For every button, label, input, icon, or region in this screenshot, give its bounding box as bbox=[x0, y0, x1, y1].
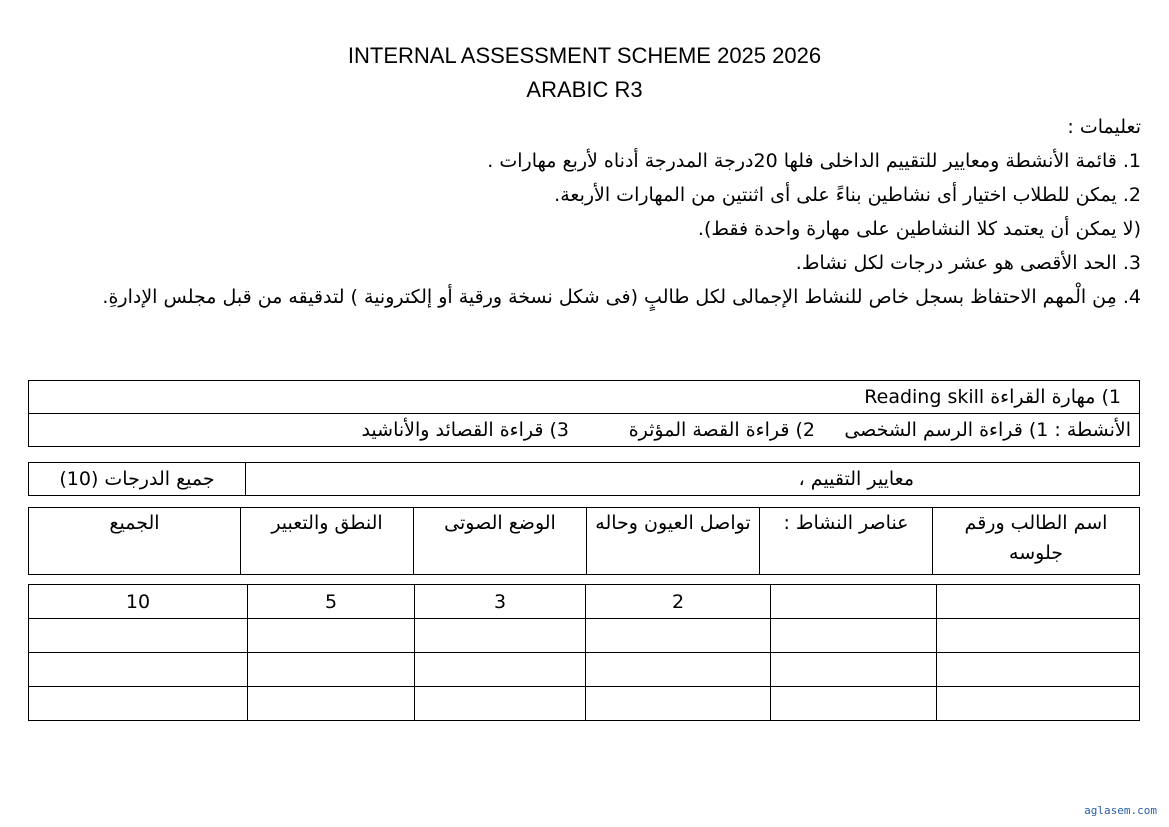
score-cell bbox=[29, 687, 248, 721]
col-elements: عناصر النشاط : bbox=[760, 508, 933, 575]
skill-title: 1) مهارة القراءة Reading skill bbox=[29, 381, 1140, 414]
instruction-line: 2. يمكن للطلاب اختيار أى نشاطين بناءً على أى اثنتين من المهارات الأربعة. bbox=[554, 184, 1141, 206]
instruction-line: 3. الحد الأقصى هو عشر درجات لكل نشاط. bbox=[795, 252, 1141, 274]
score-cell bbox=[248, 653, 415, 687]
score-cell bbox=[771, 585, 937, 619]
score-cell bbox=[248, 619, 415, 653]
score-cell bbox=[586, 687, 771, 721]
col-student: اسم الطالب ورقم جلوسه bbox=[933, 508, 1140, 575]
score-total: 10 bbox=[29, 585, 248, 619]
activity-2: 2) قراءة القصة المؤثرة bbox=[577, 414, 823, 447]
instruction-line: (لا يمكن أن يعتمد كلا النشاطين على مهارة واحدة فقط). bbox=[697, 218, 1141, 240]
criteria-header-table bbox=[28, 462, 1140, 496]
score-eye-contact: 2 bbox=[586, 585, 771, 619]
score-cell bbox=[248, 687, 415, 721]
activity-3: 3) قراءة القصائد والأناشيد bbox=[29, 414, 578, 447]
score-cell bbox=[937, 619, 1140, 653]
score-cell bbox=[771, 687, 937, 721]
table-row bbox=[29, 687, 1140, 721]
score-cell bbox=[937, 585, 1140, 619]
instructions-heading: تعليمات : bbox=[1067, 116, 1141, 138]
col-eye-contact: تواصل العيون وحاله bbox=[587, 508, 760, 575]
score-cell bbox=[29, 619, 248, 653]
activity-1: الأنشطة : 1) قراءة الرسم الشخصى bbox=[823, 414, 1140, 447]
score-cell bbox=[415, 653, 586, 687]
score-cell bbox=[937, 687, 1140, 721]
table-row bbox=[29, 585, 1140, 619]
table-row bbox=[29, 619, 1140, 653]
page-subtitle: ARABIC R3 bbox=[526, 77, 643, 102]
col-total: الجميع bbox=[29, 508, 241, 575]
score-pronunciation: 5 bbox=[248, 585, 415, 619]
score-voice: 3 bbox=[415, 585, 586, 619]
instruction-line: 1. قائمة الأنشطة ومعايير للتقييم الداخلى فلها 20درجة المدرجة أدناه لأربع مهارات . bbox=[487, 150, 1141, 172]
score-cell bbox=[586, 619, 771, 653]
scores-table bbox=[28, 584, 1140, 721]
score-cell bbox=[937, 653, 1140, 687]
skill-table bbox=[28, 380, 1140, 447]
criteria-total: جميع الدرجات (10) bbox=[29, 463, 246, 496]
score-cell bbox=[415, 687, 586, 721]
instruction-line: 4. مِن الْمهم الاحتفاظ بسجل خاص للنشاط الإجمالى لكل طالبٍ (فى شكل نسخة ورقية أو إلكترونية ) لتدقيقه من قبل مجلس الإدارةِ. bbox=[102, 286, 1141, 308]
elements-header-table bbox=[28, 507, 1140, 575]
table-row bbox=[29, 653, 1140, 687]
col-voice: الوضع الصوتى bbox=[414, 508, 587, 575]
page-title: INTERNAL ASSESSMENT SCHEME 2025 2026 bbox=[347, 43, 822, 68]
source-watermark: aglasem.com bbox=[1084, 804, 1157, 817]
score-cell bbox=[771, 653, 937, 687]
col-pronunciation: النطق والتعبير bbox=[241, 508, 414, 575]
score-cell bbox=[29, 653, 248, 687]
score-cell bbox=[415, 619, 586, 653]
score-cell bbox=[771, 619, 937, 653]
instructions-block bbox=[81, 110, 1141, 314]
score-cell bbox=[586, 653, 771, 687]
criteria-title: معايير التقييم ، bbox=[246, 463, 1140, 496]
